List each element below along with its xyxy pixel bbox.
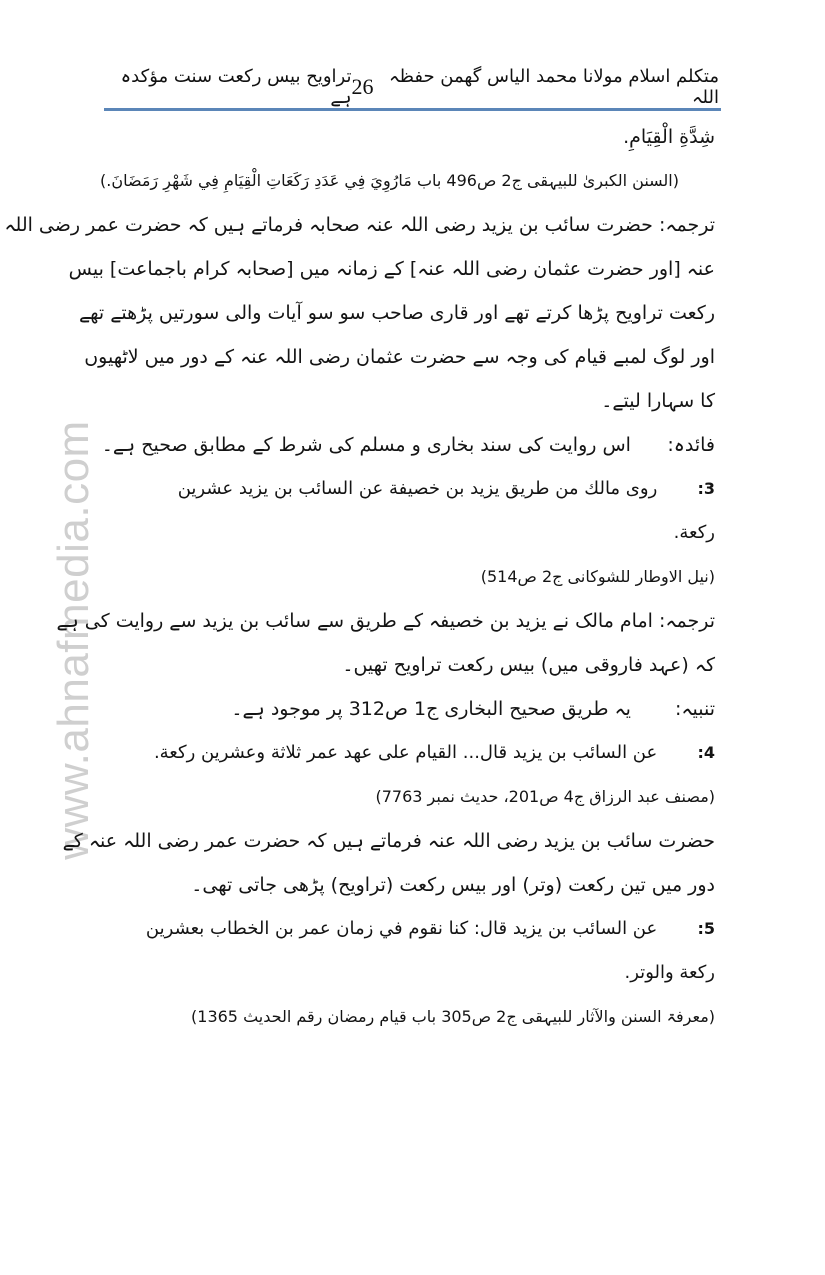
- page-number: 26: [351, 74, 374, 99]
- text-line: اور لوگ لمبے قیام کی وجہ سے حضرت عثمان رضی اللہ عنہ کے دور میں لاٹھیوں: [84, 346, 715, 368]
- note-line: [101, 428, 715, 472]
- hadith-line: [110, 736, 715, 780]
- hadith-number: 4:: [697, 743, 715, 762]
- note-text: اس روایت کی سند بخاری و مسلم کی شرط کے مطابق صحیح ہے۔: [101, 434, 631, 456]
- citation: (معرفۃ السنن والآثار للبیہقی ج2 ص305 باب قیام رمضان رقم الحدیث 1365): [191, 1007, 715, 1026]
- text-line: دور میں تین رکعت (وتر) اور بیس رکعت (تراویح) پڑھی جاتی تھی۔: [191, 874, 715, 896]
- citation: (مصنف عبد الرزاق ج4 ص201، حدیث نمبر 7763): [375, 787, 715, 806]
- note-label: فائدہ:: [667, 434, 715, 456]
- note-text: یہ طریق صحیح البخاری ج1 ص312 پر موجود ہے۔: [231, 698, 631, 720]
- text-line: ركعة.: [673, 522, 715, 543]
- note-line: [110, 692, 715, 736]
- citation: (نیل الاوطار للشوکانی ج2 ص514): [480, 567, 715, 586]
- hadith-text: عن السائب بن يزيد قال... القيام على عهد عمر ثلاثة وعشرين ركعة.: [153, 742, 658, 763]
- header-divider: [104, 108, 721, 111]
- header-author: متکلم اسلام مولانا محمد الیاس گھمن حفظہ اللہ: [389, 66, 719, 108]
- text-line: ركعة والوتر.: [624, 962, 715, 983]
- hadith-number: 5:: [697, 919, 715, 938]
- page-header: [106, 66, 719, 108]
- text-line: شِدَّةِ الْقِيَامِ.: [623, 126, 715, 148]
- note-label: تنبیہ:: [674, 698, 715, 720]
- hadith-number: 3:: [697, 479, 715, 498]
- text-line: حضرت سائب بن یزید رضی اللہ عنہ فرماتے ہیں کہ حضرت عمر رضی اللہ عنہ کے: [62, 830, 715, 852]
- watermark: www.ahnafmedia.com: [49, 420, 98, 860]
- hadith-text: روى مالك من طريق يزيد بن خصيفة عن السائب بن يزيد عشرين: [177, 478, 658, 499]
- text-line: کہ (عہد فاروقی میں) بیس رکعت تراویح تھیں۔: [342, 654, 715, 676]
- hadith-text: عن السائب بن يزيد قال: كنا نقوم في زمان عمر بن الخطاب بعشرين: [145, 918, 658, 939]
- text-line: عنہ [اور حضرت عثمان رضی اللہ عنہ] کے زمانہ میں [صحابہ کرام باجماعت] بیس: [68, 258, 715, 280]
- text-line: ترجمہ: حضرت سائب بن یزید رضی اللہ عنہ صحابہ فرماتے ہیں کہ حضرت عمر رضی اللہ: [4, 214, 715, 236]
- text-line: کا سہارا لیتے۔: [601, 390, 715, 412]
- hadith-line: [110, 472, 715, 516]
- hadith-line: [110, 912, 715, 956]
- text-line: ترجمہ: امام مالک نے یزید بن خصیفہ کے طریق سے سائب بن یزید سے روایت کی ہے: [56, 610, 715, 632]
- header-title: تراویح بیس رکعت سنت مؤکدہ ہے: [120, 66, 352, 108]
- text-line: رکعت تراویح پڑھا کرتے تھے اور قاری صاحب سو سو آیات والی سورتیں پڑھتے تھے: [79, 302, 715, 324]
- citation: (السنن الکبریٰ للبیہقی ج2 ص496 باب مَارُوِيَ فِي عَدَدِ رَكَعَاتِ الْقِيَامِ فِي شَهْرِ رَمَضَانَ.): [100, 171, 679, 190]
